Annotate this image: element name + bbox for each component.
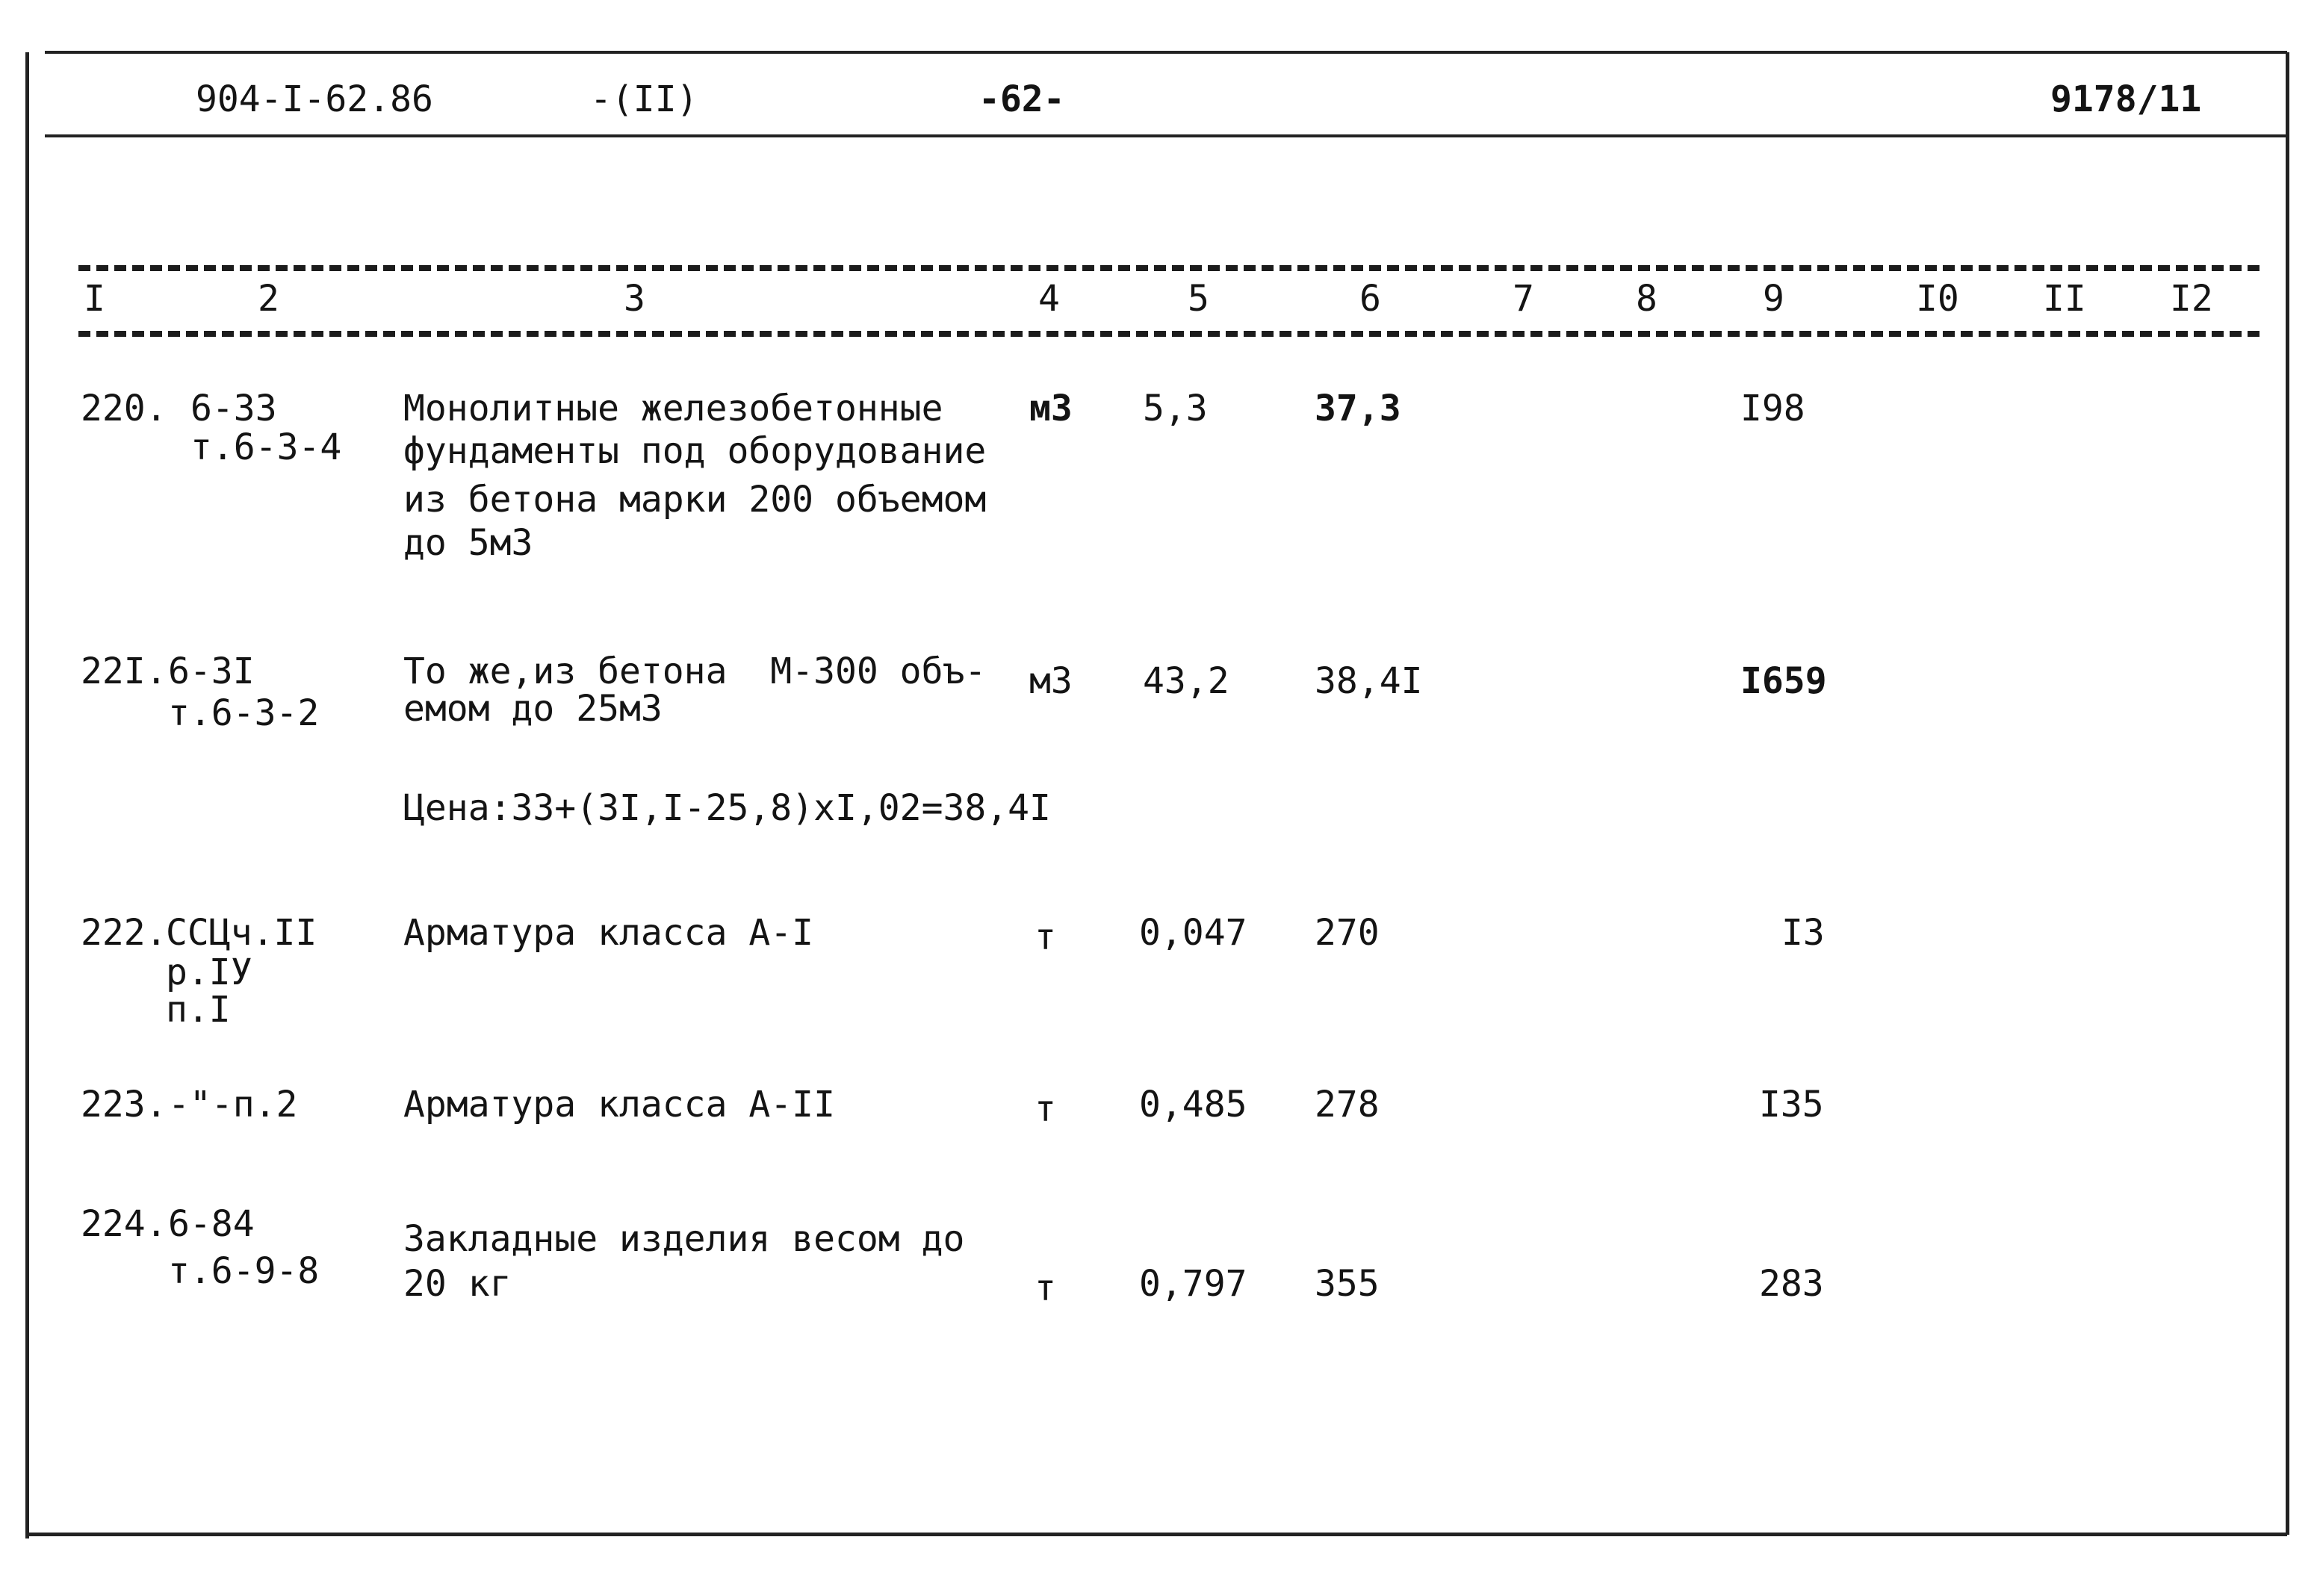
frame-bottom-border [27, 1533, 2287, 1536]
column-number-6: 6 [1359, 278, 1381, 320]
column-number-2: 2 [258, 278, 279, 320]
row-221-quantity: 43,2 [1143, 660, 1229, 702]
column-number-10: I0 [1916, 278, 1959, 320]
column-header-top-line [78, 265, 2259, 271]
header-separator [45, 134, 2287, 137]
row-220-desc-line-2: фундаменты под оборудование [403, 430, 987, 472]
row-224-code-line-2: т.6-9-8 [168, 1250, 320, 1292]
row-224-unit-price: 355 [1315, 1263, 1380, 1305]
row-220-code-line-1: 6-33 [190, 388, 277, 429]
row-221-unit: м3 [1029, 660, 1073, 702]
row-221-desc-line-2: емом до 25м3 [403, 688, 663, 730]
row-223-code-line-1: -"-п.2 [168, 1084, 298, 1125]
row-224-number: 224. [81, 1203, 167, 1245]
frame-top-border [45, 51, 2287, 54]
row-222-desc-line-1: Арматура класса А-I [403, 912, 814, 954]
row-224-quantity: 0,797 [1139, 1263, 1247, 1305]
column-header-bottom-line [78, 331, 2259, 337]
row-221-number: 22I. [81, 650, 167, 692]
row-220-desc-line-1: Монолитные железобетонные [403, 388, 943, 429]
row-221-price-note: Цена:33+(3I,I-25,8)xI,02=38,4I [403, 787, 1051, 829]
column-number-7: 7 [1513, 278, 1534, 320]
page-number: -62- [978, 78, 1065, 120]
column-number-9: 9 [1763, 278, 1784, 320]
row-220-desc-line-3: из бетона марки 200 объемом [403, 479, 987, 521]
row-220-desc-line-4: до 5м3 [403, 522, 533, 564]
row-224-total: 283 [1759, 1263, 1824, 1305]
row-224-unit: т [1035, 1267, 1056, 1309]
column-number-1: I [84, 278, 105, 320]
row-221-total: I659 [1740, 660, 1827, 702]
column-number-8: 8 [1636, 278, 1657, 320]
row-222-unit-price: 270 [1315, 912, 1380, 954]
frame-left-border [25, 52, 29, 1538]
row-222-code-line-2: р.IУ [166, 951, 252, 993]
row-222-unit: т [1035, 916, 1056, 958]
column-number-3: 3 [624, 278, 645, 320]
column-number-12: I2 [2170, 278, 2213, 320]
row-223-desc-line-1: Арматура класса А-II [403, 1084, 835, 1125]
row-220-code-line-2: т.6-3-4 [190, 426, 342, 468]
row-223-unit-price: 278 [1315, 1084, 1380, 1125]
row-222-code-line-3: п.I [166, 989, 231, 1031]
row-221-desc-line-1: То же,из бетона М-300 объ- [403, 650, 987, 692]
row-222-total: I3 [1781, 912, 1825, 954]
row-220-quantity: 5,3 [1143, 388, 1208, 429]
row-220-unit-price: 37,3 [1315, 388, 1401, 429]
row-224-code-line-1: 6-84 [168, 1203, 255, 1245]
row-222-quantity: 0,047 [1139, 912, 1247, 954]
row-224-desc-line-1: Закладные изделия весом до [403, 1218, 965, 1260]
doc-code: 904-I-62.86 [196, 78, 433, 120]
row-220-number: 220. [81, 388, 167, 429]
row-221-code-line-1: 6-3I [168, 650, 255, 692]
row-223-unit: т [1035, 1088, 1056, 1130]
frame-right-border [2286, 52, 2289, 1535]
row-223-number: 223. [81, 1084, 167, 1125]
row-224-desc-line-2: 20 кг [403, 1263, 512, 1305]
column-number-5: 5 [1188, 278, 1209, 320]
row-223-quantity: 0,485 [1139, 1084, 1247, 1125]
row-221-unit-price: 38,4I [1315, 660, 1423, 702]
column-number-4: 4 [1038, 278, 1060, 320]
row-222-number: 222. [81, 912, 167, 954]
row-220-unit: м3 [1029, 388, 1073, 429]
row-223-total: I35 [1759, 1084, 1824, 1125]
sheet-ref: -(II) [590, 78, 698, 120]
row-222-code-line-1: ССЦч.II [166, 912, 317, 954]
row-221-code-line-2: т.6-3-2 [168, 692, 320, 734]
archive-number: 9178/11 [2050, 78, 2202, 120]
row-220-total: I98 [1740, 388, 1805, 429]
column-number-11: II [2043, 278, 2086, 320]
